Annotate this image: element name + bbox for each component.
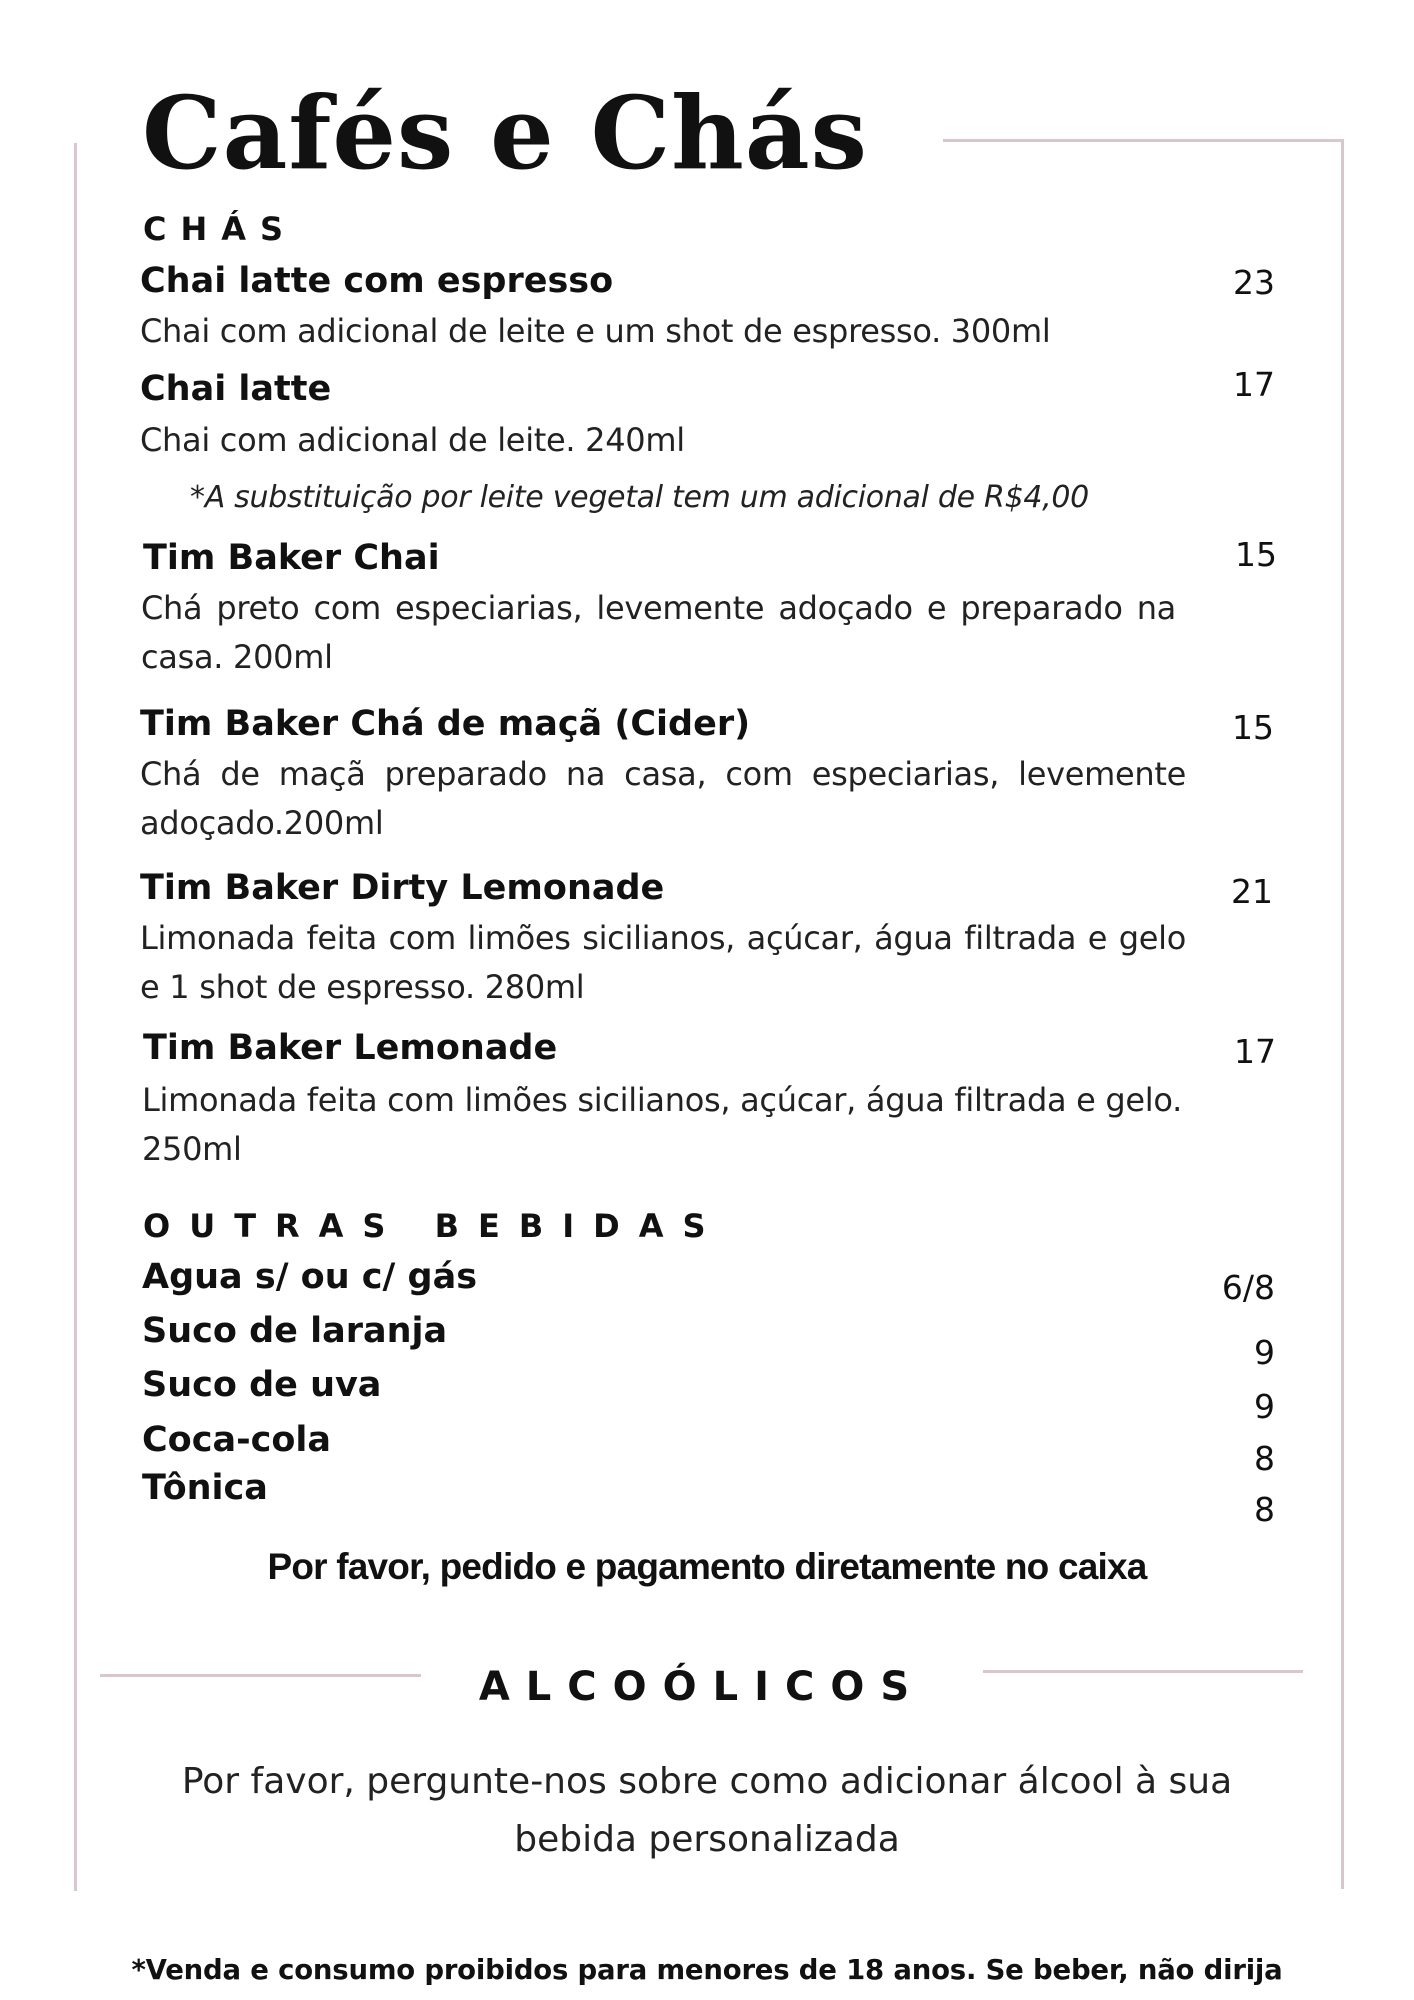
menu-item-name: Tim Baker Dirty Lemonade xyxy=(140,868,665,908)
menu-item-description: Limonada feita com limões sicilianos, açúcar, água filtrada e gelo e 1 shot de espresso. 280ml xyxy=(140,919,1186,1006)
menu-item-description: Limonada feita com limões sicilianos, açúcar, água filtrada e gelo. 250ml xyxy=(142,1081,1182,1168)
drink-name: Agua s/ ou c/ gás xyxy=(142,1257,478,1297)
drink-price: 8 xyxy=(1254,1439,1275,1478)
frame-line-right xyxy=(1341,139,1344,1889)
section-heading-alcoolicos: ALCOÓLICOS xyxy=(478,1664,926,1710)
legal-footer: *Venda e consumo proibidos para menores de 18 anos. Se beber, não dirija xyxy=(131,1954,1283,1986)
menu-item-description: Chai com adicional de leite e um shot de espresso. 300ml xyxy=(140,312,1051,350)
menu-item-description: Chá de maçã preparado na casa, com especiarias, levemente adoçado.200ml xyxy=(140,755,1186,842)
menu-item-name: Chai latte com espresso xyxy=(140,261,614,301)
menu-item-price: 23 xyxy=(1233,263,1275,302)
drink-price: 9 xyxy=(1254,1333,1275,1372)
menu-item-description: Chai com adicional de leite. 240ml xyxy=(140,421,685,459)
plant-milk-note: *A substituição por leite vegetal tem um adicional de R$4,00 xyxy=(190,480,1089,515)
drink-name: Suco de uva xyxy=(142,1365,382,1405)
frame-line-left xyxy=(74,143,77,1891)
section-heading-chas: CHÁS xyxy=(143,210,298,248)
menu-item-description: Chá preto com especiarias, levemente adoçado e preparado na casa. 200ml xyxy=(141,589,1176,676)
drink-price: 8 xyxy=(1254,1490,1275,1529)
menu-item-price: 17 xyxy=(1234,1032,1276,1071)
menu-item-price: 15 xyxy=(1235,535,1277,574)
drink-price: 6/8 xyxy=(1221,1268,1275,1307)
frame-line-top xyxy=(943,139,1344,142)
section-heading-outras-bebidas: OUTRAS BEBIDAS xyxy=(143,1207,725,1245)
page-title: Cafés e Chás xyxy=(142,74,868,192)
payment-note: Por favor, pedido e pagamento diretamente no caixa xyxy=(267,1546,1147,1587)
menu-item-price: 17 xyxy=(1233,365,1275,404)
menu-item-price: 21 xyxy=(1231,872,1273,911)
menu-item-name: Chai latte xyxy=(140,369,332,409)
menu-item-name: Tim Baker Lemonade xyxy=(143,1028,558,1068)
alcoolicos-divider-left xyxy=(100,1674,421,1677)
menu-item-price: 15 xyxy=(1232,708,1274,747)
alcoolicos-divider-right xyxy=(983,1670,1303,1673)
drink-name: Suco de laranja xyxy=(142,1311,448,1351)
menu-item-name: Tim Baker Chai xyxy=(143,538,440,578)
drink-price: 9 xyxy=(1254,1387,1275,1426)
drink-name: Coca-cola xyxy=(142,1420,332,1460)
menu-item-name: Tim Baker Chá de maçã (Cider) xyxy=(140,704,751,744)
drink-name: Tônica xyxy=(142,1468,268,1508)
alcoolicos-text: Por favor, pergunte-nos sobre como adicionar álcool à sua bebida personalizada xyxy=(181,1761,1233,1860)
